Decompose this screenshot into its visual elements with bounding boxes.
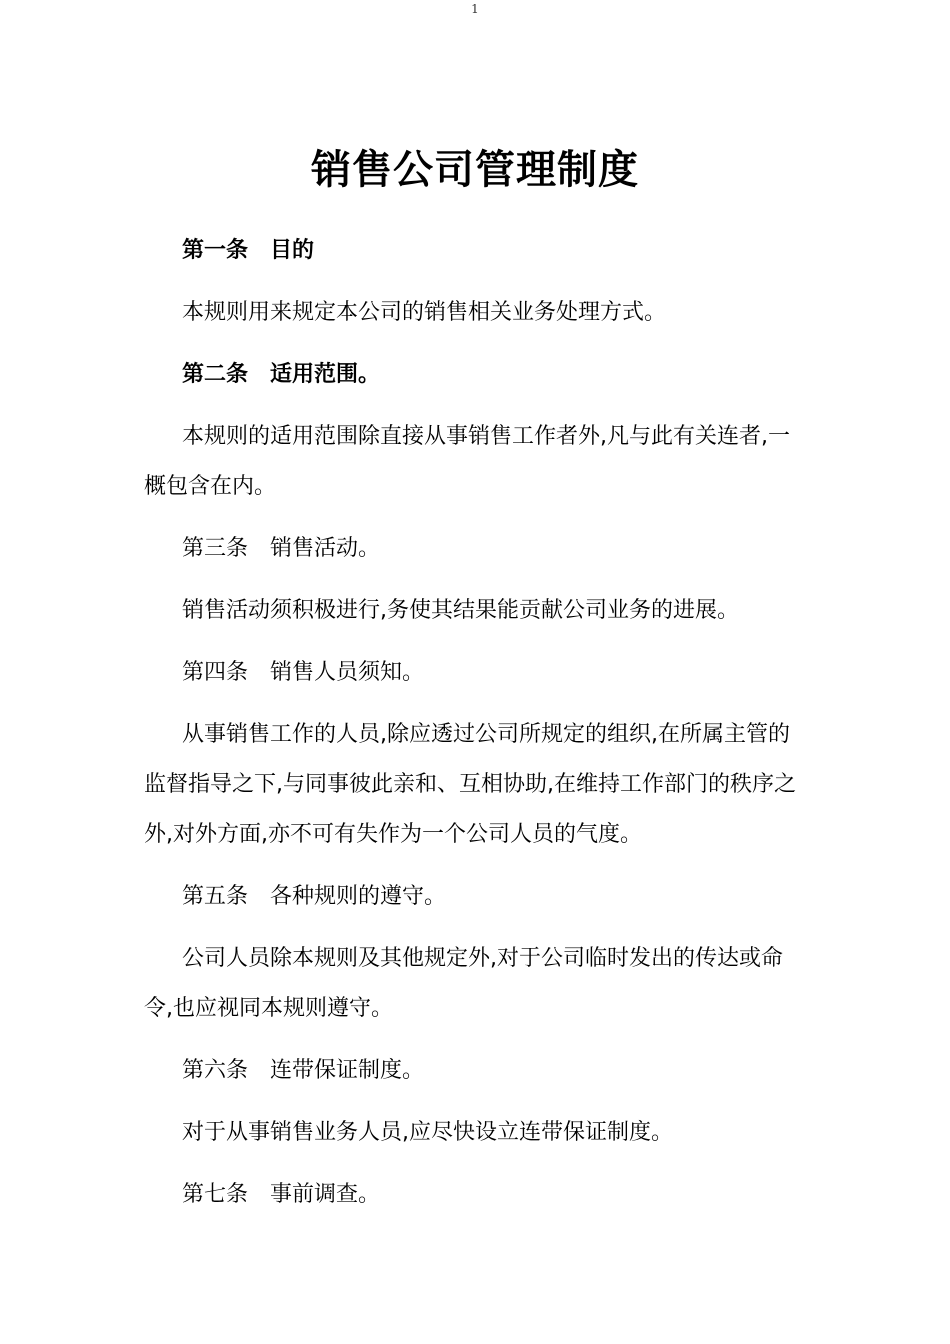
paragraph: 第七条 事前调查。: [182, 1182, 381, 1207]
paragraph: 第四条 销售人员须知。: [182, 660, 425, 685]
paragraph: 第三条 销售活动。: [182, 536, 381, 561]
page-number: 1: [471, 2, 479, 16]
paragraph: 销售活动须积极进行,务使其结果能贡献公司业务的进展。: [182, 598, 739, 623]
paragraph: 本规则的适用范围除直接从事销售工作者外,凡与此有关连者,一概包含在内。: [144, 424, 790, 499]
paragraph: 第六条 连带保证制度。: [182, 1058, 425, 1083]
document-title: 销售公司管理制度: [311, 147, 639, 193]
paragraph: 对于从事销售业务人员,应尽快设立连带保证制度。: [182, 1120, 673, 1145]
paragraph: 本规则用来规定本公司的销售相关业务处理方式。: [182, 300, 667, 325]
paragraph: 从事销售工作的人员,除应透过公司所规定的组织,在所属主管的监督指导之下,与同事彼此亲和、互相协助,在维持工作部门的秩序之外,对外方面,亦不可有失作为一个公司人员的气度。: [144, 722, 796, 847]
paragraph: 公司人员除本规则及其他规定外,对于公司临时发出的传达或命令,也应视同本规则遵守。: [144, 946, 783, 1021]
paragraph: 第五条 各种规则的遵守。: [182, 884, 447, 909]
article-heading: 第一条 目的: [182, 238, 315, 263]
document-body: [144, 226, 806, 1232]
article-heading: 第二条 适用范围。: [182, 362, 381, 387]
